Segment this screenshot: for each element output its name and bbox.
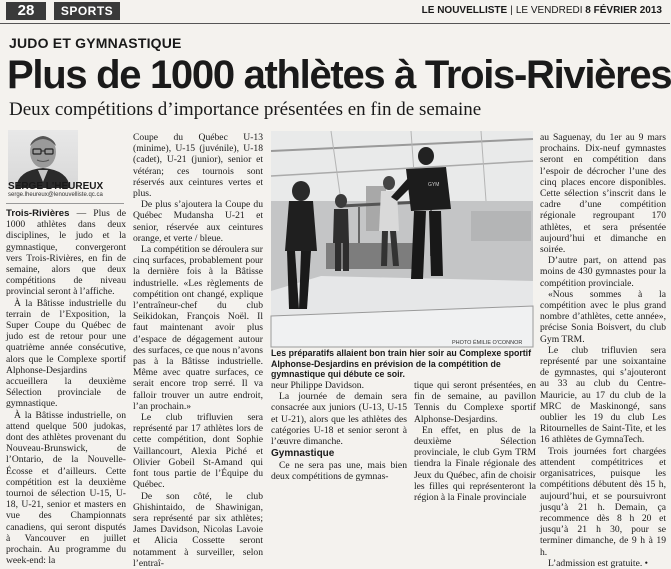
- issue-date: 8 FÉVRIER 2013: [585, 5, 662, 16]
- paragraph: De plus s’ajoutera la Coupe du Québec Mudansha U-21 et senior, réservée aux ceintures orange, et verte / bleue.: [133, 199, 263, 244]
- photo-credit: PHOTO ÉMILIE O'CONNOR: [452, 340, 523, 346]
- paragraph: Trois journées fort chargées attendent compétitrices et organisatrices, puisque les compétitions débutent dès 15 h, aujourd’hui, et se poursuivront jusqu’à 21 h. Demain, ça recommence dès 8 h 20 et jusqu’à 21 h 30, pour se terminer dimanche, de 9 h à 19 h.: [540, 445, 666, 558]
- dateline: Trois-Rivières: [6, 208, 70, 219]
- article-kicker: JUDO ET GYMNASTIQUE: [9, 35, 182, 51]
- paragraph: tique qui seront présentées, en fin de semaine, au pavillon Tennis du Complexe sportif Alphonse-Desjardins.: [414, 380, 536, 425]
- author-photo: [8, 130, 78, 188]
- paragraph: Coupe du Québec U-13 (minime), U-15 (juvénile), U-18 (cadet), U-21 (junior), senior et vétéran; ces tournois sont réservés aux ceintures vertes et plus.: [133, 132, 263, 200]
- paragraph: Ce ne sera pas une, mais bien deux compétitions de gymnas-: [271, 460, 407, 483]
- paragraph: La journée de demain sera consacrée aux juniors (U-13, U-15 et U-21), alors que les athlètes des catégories U-18 et senior seront à l’œuvre dimanche.: [271, 391, 407, 448]
- paragraph: au Saguenay, du 1er au 9 mars prochains. Dix-neuf gymnastes seront en compétition dans l’espoir de décrocher l’une des cinq places encore disponibles. Cette sélection s’inscrit dans le cadre d’une compétition régionale regroupant 170 athlètes, et sera présentée aujourd’hui et dimanche en soirée.: [540, 132, 666, 256]
- page-number: 28: [6, 2, 46, 20]
- article-column-2: [133, 132, 263, 569]
- lead-paragraph: [6, 208, 126, 298]
- lead-text: — Plus de 1000 athlètes dans deux disciplines, le judo et la gymnastique, convergeront vers Trois-Rivières, en fin de semaine, alors que deux compétitions de niveau provincial seront à l’affiche.: [6, 208, 126, 298]
- newspaper-dateline: [422, 5, 662, 16]
- paragraph: La compétition se déroulera sur cinq surfaces, probablement pour la dernière fois à la Bâtisse industrielle. «Les règlements de compétition ont changé, explique l’entraîneur-chef du club Seikidokan, François Noël. Il faut maintenant avoir plus d’espace de dégagement autour des surfaces, ce que nous n’avons pas à la Bâtisse industrielle. Même avec quatre surfaces, ce serait encore trop serré. Il va falloir trouver un autre endroit, l’an prochain.»: [133, 244, 263, 412]
- article-column-3: [271, 380, 407, 488]
- end-mark: •: [644, 557, 649, 569]
- author-email[interactable]: serge.lheureux@lenouvelliste.qc.ca: [8, 192, 103, 198]
- newspaper-name: LE NOUVELLISTE: [421, 5, 508, 16]
- divider: [6, 203, 124, 204]
- paragraph: De son côté, le club Ghishintaido, de Shawinigan, sera représenté par six athlètes; James Davidson, Nicolas Lavoie et Alicia Cossette seront notamment à surveiller, selon l’entraî-: [133, 490, 263, 569]
- separator: |: [510, 5, 513, 16]
- article-photo: [271, 131, 533, 347]
- paragraph: En effet, en plus de la deuxième Sélection provinciale, le club Gym TRM tiendra la Finale régionale des Jeux du Québec, afin de choisir les filles qui représenteront la région à la Finale provinciale: [414, 424, 536, 504]
- paragraph: Le club trifluvien sera représenté par une soixantaine de gymnastes, qui s’ajouteront au 33 au club du Centre-Mauricie, au 17 du club de la MRC de Maskinongé, sans oublier les 19 du club Les Ritournelles de Saint-Tite, et les 16 athlètes de GymnaTech.: [540, 344, 666, 446]
- article-headline: Plus de 1000 athlètes à Trois-Rivières: [7, 53, 671, 97]
- weekday: LE VENDREDI: [515, 5, 583, 16]
- paragraph: neur Philippe Davidson.: [271, 380, 364, 391]
- author-name: SERGE L'HEUREUX: [8, 181, 104, 192]
- svg-text:GYM: GYM: [428, 182, 440, 188]
- author-portrait-icon: [8, 130, 78, 188]
- paragraph: Le club trifluvien sera représenté par 17 athlètes lors de cette compétition, dont Sophie Vaillancourt, Alexia Piché et Olivier Gobeil St-Amand qui font tous partie de l’Équipe du Québec.: [133, 412, 263, 491]
- article-column-4: [414, 380, 536, 504]
- closing-text: L’admission est gratuite.: [548, 557, 643, 569]
- page-header: [0, 0, 670, 24]
- gymnastics-scene-icon: [271, 131, 533, 347]
- paragraph: À la Bâtisse industrielle du terrain de l’Exposition, la Super Coupe du Québec de judo est de retour pour une quatrième année consécutive, alors que le Complexe sportif Alphonse-Desjardins accueillera la deuxième Sélection provinciale de gymnastique.: [6, 297, 126, 410]
- closing-paragraph: [540, 558, 666, 569]
- paragraph: «Nous sommes à la compétition avec le plus grand nombre d’athlètes, cette année», précise Sonia Boisvert, du club Gym TRM.: [540, 288, 666, 345]
- subheading: Gymnastique: [271, 448, 335, 460]
- paragraph: À la Bâtisse industrielle, on attend quelque 500 judokas, dont des athlètes provenant du Nouveau-Brunswick, de l’Ontario, de la Nouvelle-Écosse et d’ailleurs. Cette compétition est la deuxième tournoi de sélection U-15, U-18, U-21, senior et masters en vue des Championnats canadiens, qui seront disputés à Vancouver en juillet prochain. Au programme du week-end: la: [6, 409, 126, 567]
- author-byline: [6, 128, 124, 202]
- article-column-1: [6, 208, 126, 567]
- article-deck: Deux compétitions d’importance présentées en fin de semaine: [9, 99, 482, 120]
- photo-caption: Les préparatifs allaient bon train hier soir au Complexe sportif Alphonse-Desjardins en prévision de la compétition de gymnastique qui débute ce soir.: [271, 348, 532, 379]
- article-column-5: [540, 132, 666, 569]
- paragraph: D’autre part, on attend pas moins de 430 gymnastes pour la compétition provinciale.: [540, 255, 666, 289]
- section-label: SPORTS: [54, 2, 120, 20]
